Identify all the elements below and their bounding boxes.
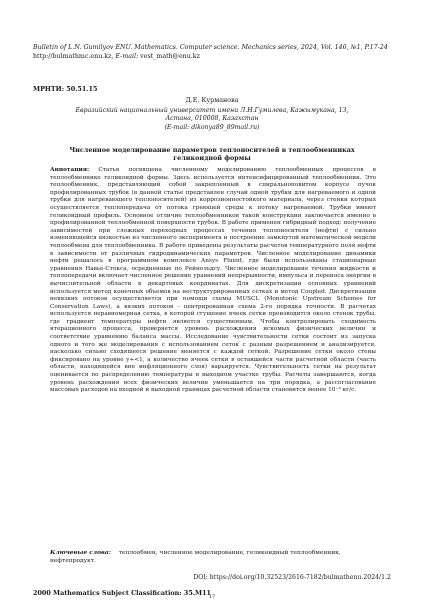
mrnti-code: МРНТИ: 50.51.15: [33, 85, 98, 93]
journal-header: [33, 44, 395, 61]
email-label: E-mail:: [115, 52, 139, 60]
title-line-2: геликоидной формы: [173, 154, 251, 163]
journal-url-link[interactable]: http://bulmathmc.enu.kz: [33, 52, 112, 60]
author-affiliation: [40, 107, 384, 132]
abstract-label: Аннотация:: [50, 167, 90, 173]
affiliation-line-2: Астана, 010008, Казахстан: [165, 115, 259, 123]
journal-links: http://bulmathmc.enu.kz, E-mail: vest_math@enu.kz: [33, 52, 200, 60]
page-number: 17: [208, 594, 216, 600]
abstract: [50, 167, 376, 395]
msc-classification: 2000 Mathematics Subject Classification: 35.M11: [33, 589, 211, 597]
affiliation-email: (E-mail: dikonya89_89mail.ru): [164, 123, 260, 131]
journal-citation: Bulletin of L.N. Gumilyov ENU. Mathematics. Computer science. Mechanics series, 2024, Vol. 146, №1, P.17-24: [33, 44, 388, 51]
paper-title: [40, 146, 384, 163]
author-name: Д.Е. Курманова: [185, 96, 239, 104]
journal-email-link[interactable]: vest_math@enu.kz: [140, 52, 200, 60]
title-line-1: Численное моделирование параметров теплоносителей в теплообменниках: [69, 146, 355, 154]
keywords: [50, 549, 376, 565]
affiliation-line-1: Евразийский национальный университет имени Л.Н.Гумилева, Кажымукана, 13,: [75, 107, 349, 114]
keywords-text: теплообмен, численное моделирование, геликоидный теплообменник, нефтепродукт.: [50, 550, 341, 564]
doi-link[interactable]: DOI: https://doi.org/10.32523/2616-7182/bulmathenu.2024/1.2: [193, 574, 391, 581]
abstract-text: Статья посвящена численному моделированию теплообменных процессов в теплообменнике геликоидной формы. Здесь используется интенсифицированный теплообменник. Это теплообменник, представляющий собой закрепленный в спиральноповитом корпусе пучок профилированных трубок (в данной статье представлен случай одной трубки для нагреваемого и одной трубки для нагревающего теплоносителей) из коррозионностойкого материала, через стенки которых осуществляется теплопередача от потока греющей среды к потоку нагреваемой. Трубки имеют геликоидный профиль. Основное отличие теплообменников такой конструкции заключается именно в профилированной теплообменной поверхности трубок. В работе применен гибридный подход: получение зависимостей при сложных переходных процессах течения теплоносителя (нефти) с сильно изменяющейся вязкостью из численного эксперимента и построение замкнутой математической модели теплообмена для теплообменника. В работе приведены результаты расчетов температурного поля нефти в зависимости от различных гидродинамических параметров. Численное моделирование динамики нефти решалось в программном комплексе Ansys Fluent, где были использованы стационарные уравнения Навье-Стокса, осредненные по Рейнольдсу. Численное моделирование течения жидкости и теплопередачи включает численное решение уравнений непрерывности, импульса и переноса энергии в вычислительной области в декартовых координатах. Для дискретизации основных уравнений используется метод конечных объемов на неструктурированных сетках и метод Coupled. Дискретизация невязких потоков осуществляется при помощи схемы MUSCL (Monotonic Upstream Schemes for Conservation Laws), а вязких потоков - центрированная схема 2-го порядка точности. В расчетах используется неравномерная сетка, в которой сгущение ячеек сетки производится около стенок трубы, где градиент температуры нефти является существенным. Чтобы контролировать сходимость итерационного процесса, проверяется уровень расхождения искомых физических величин и соответствие уравнению баланса массы. Исследование чувствительности сетки состоит из запуска одного и того же моделирования с использованием сеток с разным разрешением и анализируется, насколько сильно сходящееся решение меняется с каждой сеткой. Разрешение сетки около стены фиксировано на уровне y+<1, а количество ячеек сетки в оставшейся части расчетной области (часть области, находящейся вне инфляционного слоя) варьируется. Чувствительность сетки на результат оценивается по распределению температуры в выходном участке трубы. Расчеты завершаются, когда уровень расхождения всех физических величин уменьшается на три порядка, а рассогласование массовых расходов на входной и выходной границах расчетной области становится менее 10⁻³ кг/с.: [50, 167, 377, 394]
keywords-label: Ключевые слова:: [50, 549, 111, 556]
